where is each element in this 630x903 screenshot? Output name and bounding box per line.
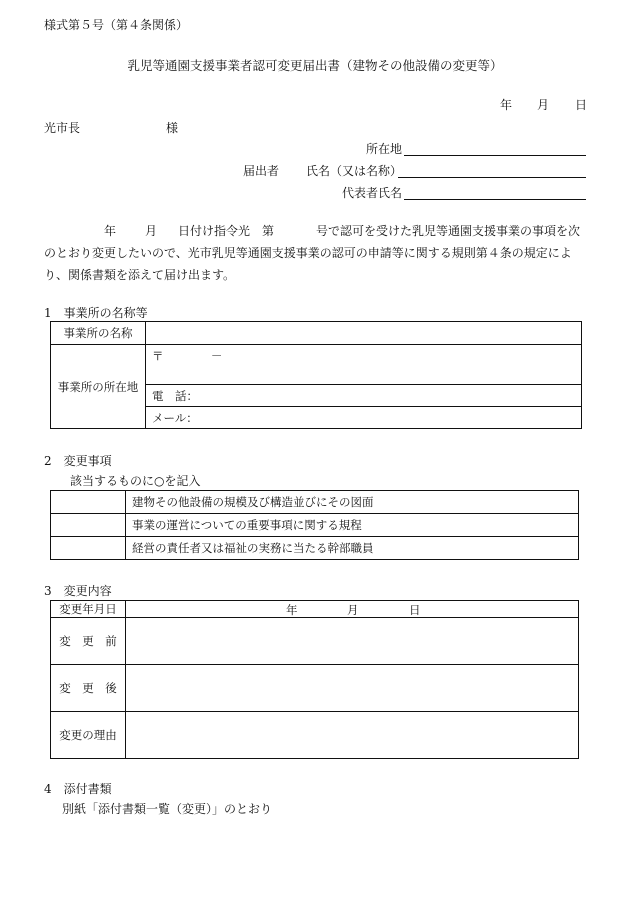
- section3-heading: 3 変更内容: [44, 584, 112, 598]
- form-title: 乳児等通園支援事業者認可変更届出書（建物その他設備の変更等）: [127, 58, 503, 73]
- addressee-name: 光市長: [44, 121, 81, 135]
- change-item-check-1[interactable]: [51, 491, 126, 514]
- facility-mail-field[interactable]: [146, 407, 582, 429]
- body-year: 年: [104, 224, 117, 238]
- body-line-3: り、関係書類を添えて届け出ます。: [44, 268, 236, 282]
- change-date-month: 月: [347, 603, 359, 617]
- change-date-field[interactable]: [126, 601, 579, 618]
- after-field[interactable]: [126, 665, 579, 712]
- body-text-b: 号で認可を受けた乳児等通園支援事業の事項を次: [316, 224, 581, 238]
- mail-label: メール：: [152, 410, 198, 425]
- postal-dash: －: [210, 349, 223, 363]
- postal-mark: 〒: [152, 349, 164, 363]
- section1-heading: 1 事業所の名称等: [44, 306, 148, 320]
- body-dai: 第: [262, 224, 275, 238]
- reason-label: 変更の理由: [51, 712, 126, 759]
- notifier-address-line[interactable]: [404, 155, 586, 156]
- change-item-label-1: 建物その他設備の規模及び構造並びにその図面: [126, 491, 579, 514]
- date-day: 日: [575, 98, 588, 112]
- change-item-label-2: 事業の運営についての重要事項に関する規程: [126, 514, 579, 537]
- notifier-name-line[interactable]: [398, 177, 586, 178]
- change-date-label: 変更年月日: [51, 601, 126, 618]
- change-date-year: 年: [286, 603, 298, 617]
- phone-label: 電 話：: [152, 388, 198, 403]
- body-text-a: 日付け指令光: [178, 224, 251, 238]
- after-label: 変 更 後: [51, 665, 126, 712]
- notifier-label: 届出者: [243, 164, 280, 178]
- facility-address-label: 事業所の所在地: [51, 345, 146, 429]
- notifier-rep-label: 代表者氏名: [342, 186, 403, 200]
- change-date-day: 日: [409, 603, 421, 617]
- facility-name-field[interactable]: [146, 322, 582, 345]
- addressee-honorific: 様: [166, 121, 179, 135]
- notifier-name-label: 氏名（又は名称）: [306, 164, 403, 178]
- change-items-table: [50, 490, 579, 560]
- change-item-check-3[interactable]: [51, 537, 126, 560]
- before-field[interactable]: [126, 618, 579, 665]
- before-label: 変 更 前: [51, 618, 126, 665]
- change-content-table: [50, 600, 579, 759]
- facility-table: [50, 321, 582, 429]
- section2-heading: 2 変更事項: [44, 454, 112, 468]
- facility-postal-field[interactable]: [146, 345, 582, 385]
- facility-name-label: 事業所の名称: [51, 322, 146, 345]
- change-item-check-2[interactable]: [51, 514, 126, 537]
- date-year: 年: [500, 98, 513, 112]
- body-line-2: のとおり変更したいので、光市乳児等通園支援事業の認可の申請等に関する規則第４条の規定によ: [44, 246, 572, 260]
- facility-phone-field[interactable]: [146, 385, 582, 407]
- section4-heading: 4 添付書類: [44, 782, 112, 796]
- section2-note: 該当するものに○を記入: [70, 474, 201, 488]
- body-month: 月: [145, 224, 158, 238]
- section4-text: 別紙「添付書類一覧（変更）」のとおり: [62, 802, 273, 816]
- change-item-label-3: 経営の責任者又は福祉の実務に当たる幹部職員: [126, 537, 579, 560]
- notifier-rep-line[interactable]: [404, 199, 586, 200]
- form-id: 様式第５号（第４条関係）: [44, 18, 189, 32]
- reason-field[interactable]: [126, 712, 579, 759]
- notifier-address-label: 所在地: [366, 142, 403, 156]
- date-month: 月: [537, 98, 550, 112]
